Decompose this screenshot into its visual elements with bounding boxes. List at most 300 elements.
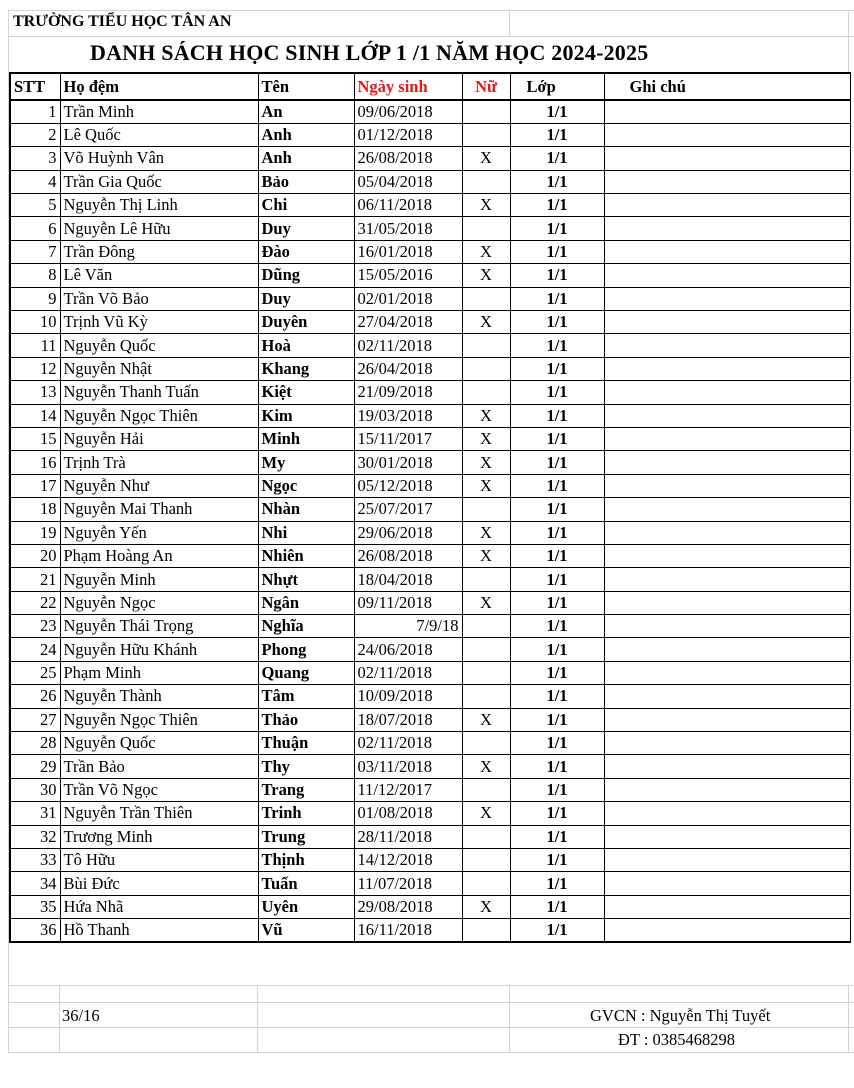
table-row bbox=[10, 123, 850, 146]
cell-ghi-chu bbox=[604, 217, 850, 240]
cell-stt: 20 bbox=[10, 544, 60, 567]
cell-nu bbox=[462, 778, 510, 801]
cell-ngay-sinh: 02/11/2018 bbox=[354, 661, 462, 684]
cell-ho-dem: Trần Đông bbox=[60, 240, 258, 263]
cell-ngay-sinh: 02/11/2018 bbox=[354, 334, 462, 357]
grid-line bbox=[8, 1052, 854, 1053]
cell-ho-dem: Hứa Nhã bbox=[60, 895, 258, 918]
table-row bbox=[10, 170, 850, 193]
cell-ghi-chu bbox=[604, 544, 850, 567]
grid-line bbox=[257, 985, 258, 1052]
cell-ngay-sinh: 26/04/2018 bbox=[354, 357, 462, 380]
cell-nu: X bbox=[462, 755, 510, 778]
cell-ngay-sinh: 7/9/18 bbox=[354, 615, 462, 638]
cell-ten: Phong bbox=[258, 638, 354, 661]
cell-ten: Hoà bbox=[258, 334, 354, 357]
grid-line bbox=[848, 985, 849, 1052]
cell-stt: 23 bbox=[10, 615, 60, 638]
cell-ho-dem: Nguyễn Quốc bbox=[60, 732, 258, 755]
cell-ngay-sinh: 30/01/2018 bbox=[354, 451, 462, 474]
cell-ten: Duy bbox=[258, 287, 354, 310]
cell-ten: Chi bbox=[258, 194, 354, 217]
cell-ghi-chu bbox=[604, 240, 850, 263]
cell-nu: X bbox=[462, 802, 510, 825]
cell-lop: 1/1 bbox=[510, 311, 604, 334]
table-row bbox=[10, 240, 850, 263]
cell-ngay-sinh: 02/01/2018 bbox=[354, 287, 462, 310]
cell-stt: 7 bbox=[10, 240, 60, 263]
student-rows bbox=[10, 100, 850, 942]
cell-lop: 1/1 bbox=[510, 755, 604, 778]
cell-nu: X bbox=[462, 895, 510, 918]
table-row bbox=[10, 474, 850, 497]
cell-ten: My bbox=[258, 451, 354, 474]
table-row bbox=[10, 732, 850, 755]
cell-nu: X bbox=[462, 240, 510, 263]
cell-ngay-sinh: 14/12/2018 bbox=[354, 849, 462, 872]
cell-ngay-sinh: 24/06/2018 bbox=[354, 638, 462, 661]
cell-ho-dem: Trương Minh bbox=[60, 825, 258, 848]
cell-stt: 33 bbox=[10, 849, 60, 872]
table-row bbox=[10, 685, 850, 708]
cell-ho-dem: Phạm Hoàng An bbox=[60, 544, 258, 567]
cell-lop: 1/1 bbox=[510, 381, 604, 404]
cell-ho-dem: Nguyễn Thanh Tuấn bbox=[60, 381, 258, 404]
cell-ngay-sinh: 31/05/2018 bbox=[354, 217, 462, 240]
cell-ghi-chu bbox=[604, 755, 850, 778]
cell-lop: 1/1 bbox=[510, 591, 604, 614]
cell-lop: 1/1 bbox=[510, 240, 604, 263]
cell-ghi-chu bbox=[604, 895, 850, 918]
cell-lop: 1/1 bbox=[510, 708, 604, 731]
table-row bbox=[10, 427, 850, 450]
cell-ngay-sinh: 10/09/2018 bbox=[354, 685, 462, 708]
cell-ngay-sinh: 28/11/2018 bbox=[354, 825, 462, 848]
grid-line bbox=[8, 1002, 854, 1003]
cell-ghi-chu bbox=[604, 919, 850, 942]
header-ngay-sinh: Ngày sinh bbox=[354, 73, 462, 100]
cell-ghi-chu bbox=[604, 170, 850, 193]
cell-ten: Đào bbox=[258, 240, 354, 263]
cell-ho-dem: Nguyễn Mai Thanh bbox=[60, 498, 258, 521]
cell-ghi-chu bbox=[604, 381, 850, 404]
cell-nu bbox=[462, 732, 510, 755]
cell-ho-dem: Bùi Đức bbox=[60, 872, 258, 895]
cell-ghi-chu bbox=[604, 685, 850, 708]
cell-stt: 13 bbox=[10, 381, 60, 404]
cell-ho-dem: Nguyễn Ngọc Thiên bbox=[60, 708, 258, 731]
cell-ngay-sinh: 03/11/2018 bbox=[354, 755, 462, 778]
cell-ghi-chu bbox=[604, 474, 850, 497]
cell-lop: 1/1 bbox=[510, 895, 604, 918]
cell-ten: Thảo bbox=[258, 708, 354, 731]
grid-line bbox=[8, 10, 854, 11]
table-row bbox=[10, 825, 850, 848]
cell-ten: Dũng bbox=[258, 264, 354, 287]
cell-nu: X bbox=[462, 474, 510, 497]
cell-lop: 1/1 bbox=[510, 685, 604, 708]
cell-lop: 1/1 bbox=[510, 919, 604, 942]
cell-ho-dem: Lê Quốc bbox=[60, 123, 258, 146]
cell-lop: 1/1 bbox=[510, 123, 604, 146]
cell-ghi-chu bbox=[604, 778, 850, 801]
cell-lop: 1/1 bbox=[510, 147, 604, 170]
cell-ho-dem: Võ Huỳnh Vân bbox=[60, 147, 258, 170]
cell-lop: 1/1 bbox=[510, 170, 604, 193]
cell-ngay-sinh: 16/11/2018 bbox=[354, 919, 462, 942]
cell-ngay-sinh: 29/06/2018 bbox=[354, 521, 462, 544]
cell-ten: An bbox=[258, 100, 354, 123]
cell-ngay-sinh: 11/12/2017 bbox=[354, 778, 462, 801]
cell-stt: 25 bbox=[10, 661, 60, 684]
cell-ghi-chu bbox=[604, 264, 850, 287]
table-row bbox=[10, 849, 850, 872]
cell-ghi-chu bbox=[604, 849, 850, 872]
cell-stt: 28 bbox=[10, 732, 60, 755]
student-count: 36/16 bbox=[62, 1006, 100, 1025]
grid-line bbox=[8, 1027, 854, 1028]
cell-lop: 1/1 bbox=[510, 404, 604, 427]
cell-ghi-chu bbox=[604, 732, 850, 755]
cell-ghi-chu bbox=[604, 872, 850, 895]
table-row bbox=[10, 311, 850, 334]
grid-line bbox=[8, 36, 854, 37]
table-row bbox=[10, 217, 850, 240]
cell-stt: 1 bbox=[10, 100, 60, 123]
cell-ghi-chu bbox=[604, 638, 850, 661]
cell-ghi-chu bbox=[604, 123, 850, 146]
teacher-phone: ĐT : 0385468298 bbox=[618, 1030, 736, 1049]
cell-ten: Nghĩa bbox=[258, 615, 354, 638]
cell-nu bbox=[462, 287, 510, 310]
cell-ghi-chu bbox=[604, 357, 850, 380]
cell-ngay-sinh: 18/07/2018 bbox=[354, 708, 462, 731]
cell-nu bbox=[462, 123, 510, 146]
cell-ghi-chu bbox=[604, 311, 850, 334]
cell-lop: 1/1 bbox=[510, 825, 604, 848]
cell-nu: X bbox=[462, 708, 510, 731]
cell-ho-dem: Trần Bảo bbox=[60, 755, 258, 778]
table-row bbox=[10, 194, 850, 217]
table-row bbox=[10, 591, 850, 614]
cell-ho-dem: Nguyễn Thị Linh bbox=[60, 194, 258, 217]
cell-lop: 1/1 bbox=[510, 357, 604, 380]
table-row bbox=[10, 357, 850, 380]
cell-lop: 1/1 bbox=[510, 661, 604, 684]
cell-stt: 18 bbox=[10, 498, 60, 521]
grid-line bbox=[509, 985, 510, 1052]
cell-ngay-sinh: 19/03/2018 bbox=[354, 404, 462, 427]
cell-nu bbox=[462, 919, 510, 942]
cell-stt: 34 bbox=[10, 872, 60, 895]
cell-ho-dem: Nguyễn Hải bbox=[60, 427, 258, 450]
cell-ho-dem: Phạm Minh bbox=[60, 661, 258, 684]
cell-ten: Trung bbox=[258, 825, 354, 848]
cell-ngay-sinh: 01/08/2018 bbox=[354, 802, 462, 825]
cell-ngay-sinh: 01/12/2018 bbox=[354, 123, 462, 146]
cell-ngay-sinh: 21/09/2018 bbox=[354, 381, 462, 404]
cell-ho-dem: Lê Văn bbox=[60, 264, 258, 287]
cell-lop: 1/1 bbox=[510, 521, 604, 544]
cell-nu bbox=[462, 381, 510, 404]
page-title: DANH SÁCH HỌC SINH LỚP 1 /1 NĂM HỌC 2024-2025 bbox=[90, 40, 649, 65]
header-ten: Tên bbox=[258, 73, 354, 100]
table-row bbox=[10, 287, 850, 310]
table-row bbox=[10, 451, 850, 474]
cell-ngay-sinh: 15/05/2016 bbox=[354, 264, 462, 287]
cell-ten: Nhi bbox=[258, 521, 354, 544]
cell-ngay-sinh: 15/11/2017 bbox=[354, 427, 462, 450]
cell-ten: Uyên bbox=[258, 895, 354, 918]
cell-nu bbox=[462, 170, 510, 193]
cell-ten: Khang bbox=[258, 357, 354, 380]
grid-line bbox=[848, 10, 849, 72]
cell-lop: 1/1 bbox=[510, 732, 604, 755]
cell-nu bbox=[462, 615, 510, 638]
grid-line bbox=[8, 985, 854, 986]
cell-stt: 11 bbox=[10, 334, 60, 357]
cell-stt: 17 bbox=[10, 474, 60, 497]
cell-nu bbox=[462, 825, 510, 848]
grid-line bbox=[59, 985, 60, 1052]
cell-ho-dem: Nguyễn Trần Thiên bbox=[60, 802, 258, 825]
cell-ho-dem: Nguyễn Ngọc bbox=[60, 591, 258, 614]
cell-lop: 1/1 bbox=[510, 194, 604, 217]
cell-lop: 1/1 bbox=[510, 872, 604, 895]
table-row bbox=[10, 498, 850, 521]
cell-ghi-chu bbox=[604, 521, 850, 544]
cell-nu bbox=[462, 498, 510, 521]
table-row bbox=[10, 802, 850, 825]
cell-stt: 30 bbox=[10, 778, 60, 801]
cell-nu: X bbox=[462, 147, 510, 170]
table-row bbox=[10, 919, 850, 942]
table-row bbox=[10, 147, 850, 170]
cell-stt: 22 bbox=[10, 591, 60, 614]
cell-stt: 15 bbox=[10, 427, 60, 450]
cell-ho-dem: Nguyễn Ngọc Thiên bbox=[60, 404, 258, 427]
table-row bbox=[10, 708, 850, 731]
cell-ngay-sinh: 18/04/2018 bbox=[354, 568, 462, 591]
cell-ngay-sinh: 05/12/2018 bbox=[354, 474, 462, 497]
cell-lop: 1/1 bbox=[510, 568, 604, 591]
cell-ten: Duy bbox=[258, 217, 354, 240]
cell-ngay-sinh: 02/11/2018 bbox=[354, 732, 462, 755]
cell-nu: X bbox=[462, 427, 510, 450]
cell-ghi-chu bbox=[604, 802, 850, 825]
cell-ho-dem: Nguyễn Hữu Khánh bbox=[60, 638, 258, 661]
homeroom-teacher: GVCN : Nguyễn Thị Tuyết bbox=[590, 1006, 771, 1025]
header-ho-dem: Họ đệm bbox=[60, 73, 258, 100]
cell-stt: 2 bbox=[10, 123, 60, 146]
cell-ghi-chu bbox=[604, 451, 850, 474]
cell-lop: 1/1 bbox=[510, 544, 604, 567]
cell-ten: Kim bbox=[258, 404, 354, 427]
cell-ngay-sinh: 26/08/2018 bbox=[354, 544, 462, 567]
cell-nu bbox=[462, 638, 510, 661]
cell-ghi-chu bbox=[604, 100, 850, 123]
cell-ho-dem: Nguyễn Minh bbox=[60, 568, 258, 591]
cell-ghi-chu bbox=[604, 568, 850, 591]
school-name: TRƯỜNG TIỂU HỌC TÂN AN bbox=[13, 13, 232, 30]
cell-ngay-sinh: 16/01/2018 bbox=[354, 240, 462, 263]
cell-stt: 10 bbox=[10, 311, 60, 334]
cell-nu: X bbox=[462, 404, 510, 427]
cell-ten: Ngân bbox=[258, 591, 354, 614]
cell-ho-dem: Nguyễn Quốc bbox=[60, 334, 258, 357]
cell-lop: 1/1 bbox=[510, 287, 604, 310]
cell-ten: Tuấn bbox=[258, 872, 354, 895]
cell-ho-dem: Trần Gia Quốc bbox=[60, 170, 258, 193]
cell-lop: 1/1 bbox=[510, 427, 604, 450]
table-row bbox=[10, 521, 850, 544]
cell-ho-dem: Nguyễn Yến bbox=[60, 521, 258, 544]
cell-stt: 29 bbox=[10, 755, 60, 778]
cell-ho-dem: Nguyễn Lê Hữu bbox=[60, 217, 258, 240]
cell-ho-dem: Trần Võ Ngọc bbox=[60, 778, 258, 801]
cell-ten: Tâm bbox=[258, 685, 354, 708]
cell-stt: 16 bbox=[10, 451, 60, 474]
cell-lop: 1/1 bbox=[510, 334, 604, 357]
cell-ghi-chu bbox=[604, 194, 850, 217]
cell-nu bbox=[462, 568, 510, 591]
cell-ghi-chu bbox=[604, 708, 850, 731]
cell-stt: 24 bbox=[10, 638, 60, 661]
cell-ten: Trang bbox=[258, 778, 354, 801]
table-row bbox=[10, 638, 850, 661]
grid-line bbox=[509, 10, 510, 36]
cell-ho-dem: Trần Minh bbox=[60, 100, 258, 123]
cell-nu: X bbox=[462, 311, 510, 334]
cell-ngay-sinh: 29/08/2018 bbox=[354, 895, 462, 918]
table-row bbox=[10, 615, 850, 638]
cell-nu: X bbox=[462, 451, 510, 474]
cell-lop: 1/1 bbox=[510, 100, 604, 123]
cell-stt: 27 bbox=[10, 708, 60, 731]
cell-ghi-chu bbox=[604, 147, 850, 170]
cell-nu bbox=[462, 100, 510, 123]
cell-ngay-sinh: 09/11/2018 bbox=[354, 591, 462, 614]
cell-ten: Anh bbox=[258, 123, 354, 146]
cell-stt: 5 bbox=[10, 194, 60, 217]
header-nu: Nữ bbox=[462, 73, 510, 100]
cell-stt: 14 bbox=[10, 404, 60, 427]
cell-lop: 1/1 bbox=[510, 802, 604, 825]
cell-ten: Nhàn bbox=[258, 498, 354, 521]
cell-ghi-chu bbox=[604, 287, 850, 310]
table-row bbox=[10, 895, 850, 918]
cell-ho-dem: Nguyễn Thành bbox=[60, 685, 258, 708]
table-row bbox=[10, 568, 850, 591]
cell-lop: 1/1 bbox=[510, 217, 604, 240]
cell-stt: 19 bbox=[10, 521, 60, 544]
header-lop: Lớp bbox=[510, 73, 604, 100]
cell-ten: Thy bbox=[258, 755, 354, 778]
cell-stt: 9 bbox=[10, 287, 60, 310]
cell-ho-dem: Trần Võ Bảo bbox=[60, 287, 258, 310]
cell-nu: X bbox=[462, 521, 510, 544]
cell-nu: X bbox=[462, 591, 510, 614]
cell-ho-dem: Trịnh Vũ Kỳ bbox=[60, 311, 258, 334]
cell-lop: 1/1 bbox=[510, 474, 604, 497]
cell-ngay-sinh: 27/04/2018 bbox=[354, 311, 462, 334]
cell-stt: 35 bbox=[10, 895, 60, 918]
cell-nu bbox=[462, 217, 510, 240]
cell-nu bbox=[462, 357, 510, 380]
cell-nu bbox=[462, 334, 510, 357]
cell-stt: 21 bbox=[10, 568, 60, 591]
cell-ngay-sinh: 06/11/2018 bbox=[354, 194, 462, 217]
cell-ten: Duyên bbox=[258, 311, 354, 334]
header-stt: STT bbox=[10, 73, 60, 100]
cell-ten: Kiệt bbox=[258, 381, 354, 404]
cell-nu bbox=[462, 872, 510, 895]
cell-ngay-sinh: 09/06/2018 bbox=[354, 100, 462, 123]
table-row bbox=[10, 381, 850, 404]
cell-ho-dem: Hồ Thanh bbox=[60, 919, 258, 942]
cell-stt: 8 bbox=[10, 264, 60, 287]
cell-ho-dem: Tô Hữu bbox=[60, 849, 258, 872]
cell-ten: Anh bbox=[258, 147, 354, 170]
table-row bbox=[10, 661, 850, 684]
cell-stt: 3 bbox=[10, 147, 60, 170]
cell-stt: 31 bbox=[10, 802, 60, 825]
cell-ho-dem: Nguyễn Như bbox=[60, 474, 258, 497]
header-ghi-chu: Ghi chú bbox=[604, 73, 850, 100]
cell-lop: 1/1 bbox=[510, 615, 604, 638]
cell-ghi-chu bbox=[604, 591, 850, 614]
cell-ho-dem: Nguyễn Nhật bbox=[60, 357, 258, 380]
cell-ghi-chu bbox=[604, 615, 850, 638]
cell-stt: 26 bbox=[10, 685, 60, 708]
cell-lop: 1/1 bbox=[510, 451, 604, 474]
cell-ten: Quang bbox=[258, 661, 354, 684]
cell-ngay-sinh: 05/04/2018 bbox=[354, 170, 462, 193]
cell-lop: 1/1 bbox=[510, 849, 604, 872]
cell-stt: 32 bbox=[10, 825, 60, 848]
table-row bbox=[10, 544, 850, 567]
cell-stt: 12 bbox=[10, 357, 60, 380]
cell-ten: Nhựt bbox=[258, 568, 354, 591]
cell-ghi-chu bbox=[604, 661, 850, 684]
cell-nu: X bbox=[462, 264, 510, 287]
cell-ten: Trinh bbox=[258, 802, 354, 825]
table-row bbox=[10, 100, 850, 123]
table-row bbox=[10, 404, 850, 427]
cell-nu: X bbox=[462, 194, 510, 217]
cell-stt: 6 bbox=[10, 217, 60, 240]
cell-ghi-chu bbox=[604, 404, 850, 427]
table-row bbox=[10, 778, 850, 801]
cell-lop: 1/1 bbox=[510, 498, 604, 521]
cell-nu bbox=[462, 849, 510, 872]
cell-lop: 1/1 bbox=[510, 778, 604, 801]
cell-lop: 1/1 bbox=[510, 638, 604, 661]
cell-nu bbox=[462, 685, 510, 708]
cell-stt: 4 bbox=[10, 170, 60, 193]
cell-ngay-sinh: 25/07/2017 bbox=[354, 498, 462, 521]
cell-lop: 1/1 bbox=[510, 264, 604, 287]
table-header-row bbox=[10, 73, 850, 100]
cell-ngay-sinh: 11/07/2018 bbox=[354, 872, 462, 895]
cell-stt: 36 bbox=[10, 919, 60, 942]
cell-ghi-chu bbox=[604, 334, 850, 357]
cell-ghi-chu bbox=[604, 427, 850, 450]
cell-ten: Thuận bbox=[258, 732, 354, 755]
cell-ho-dem: Nguyễn Thái Trọng bbox=[60, 615, 258, 638]
cell-ghi-chu bbox=[604, 825, 850, 848]
cell-ten: Bảo bbox=[258, 170, 354, 193]
